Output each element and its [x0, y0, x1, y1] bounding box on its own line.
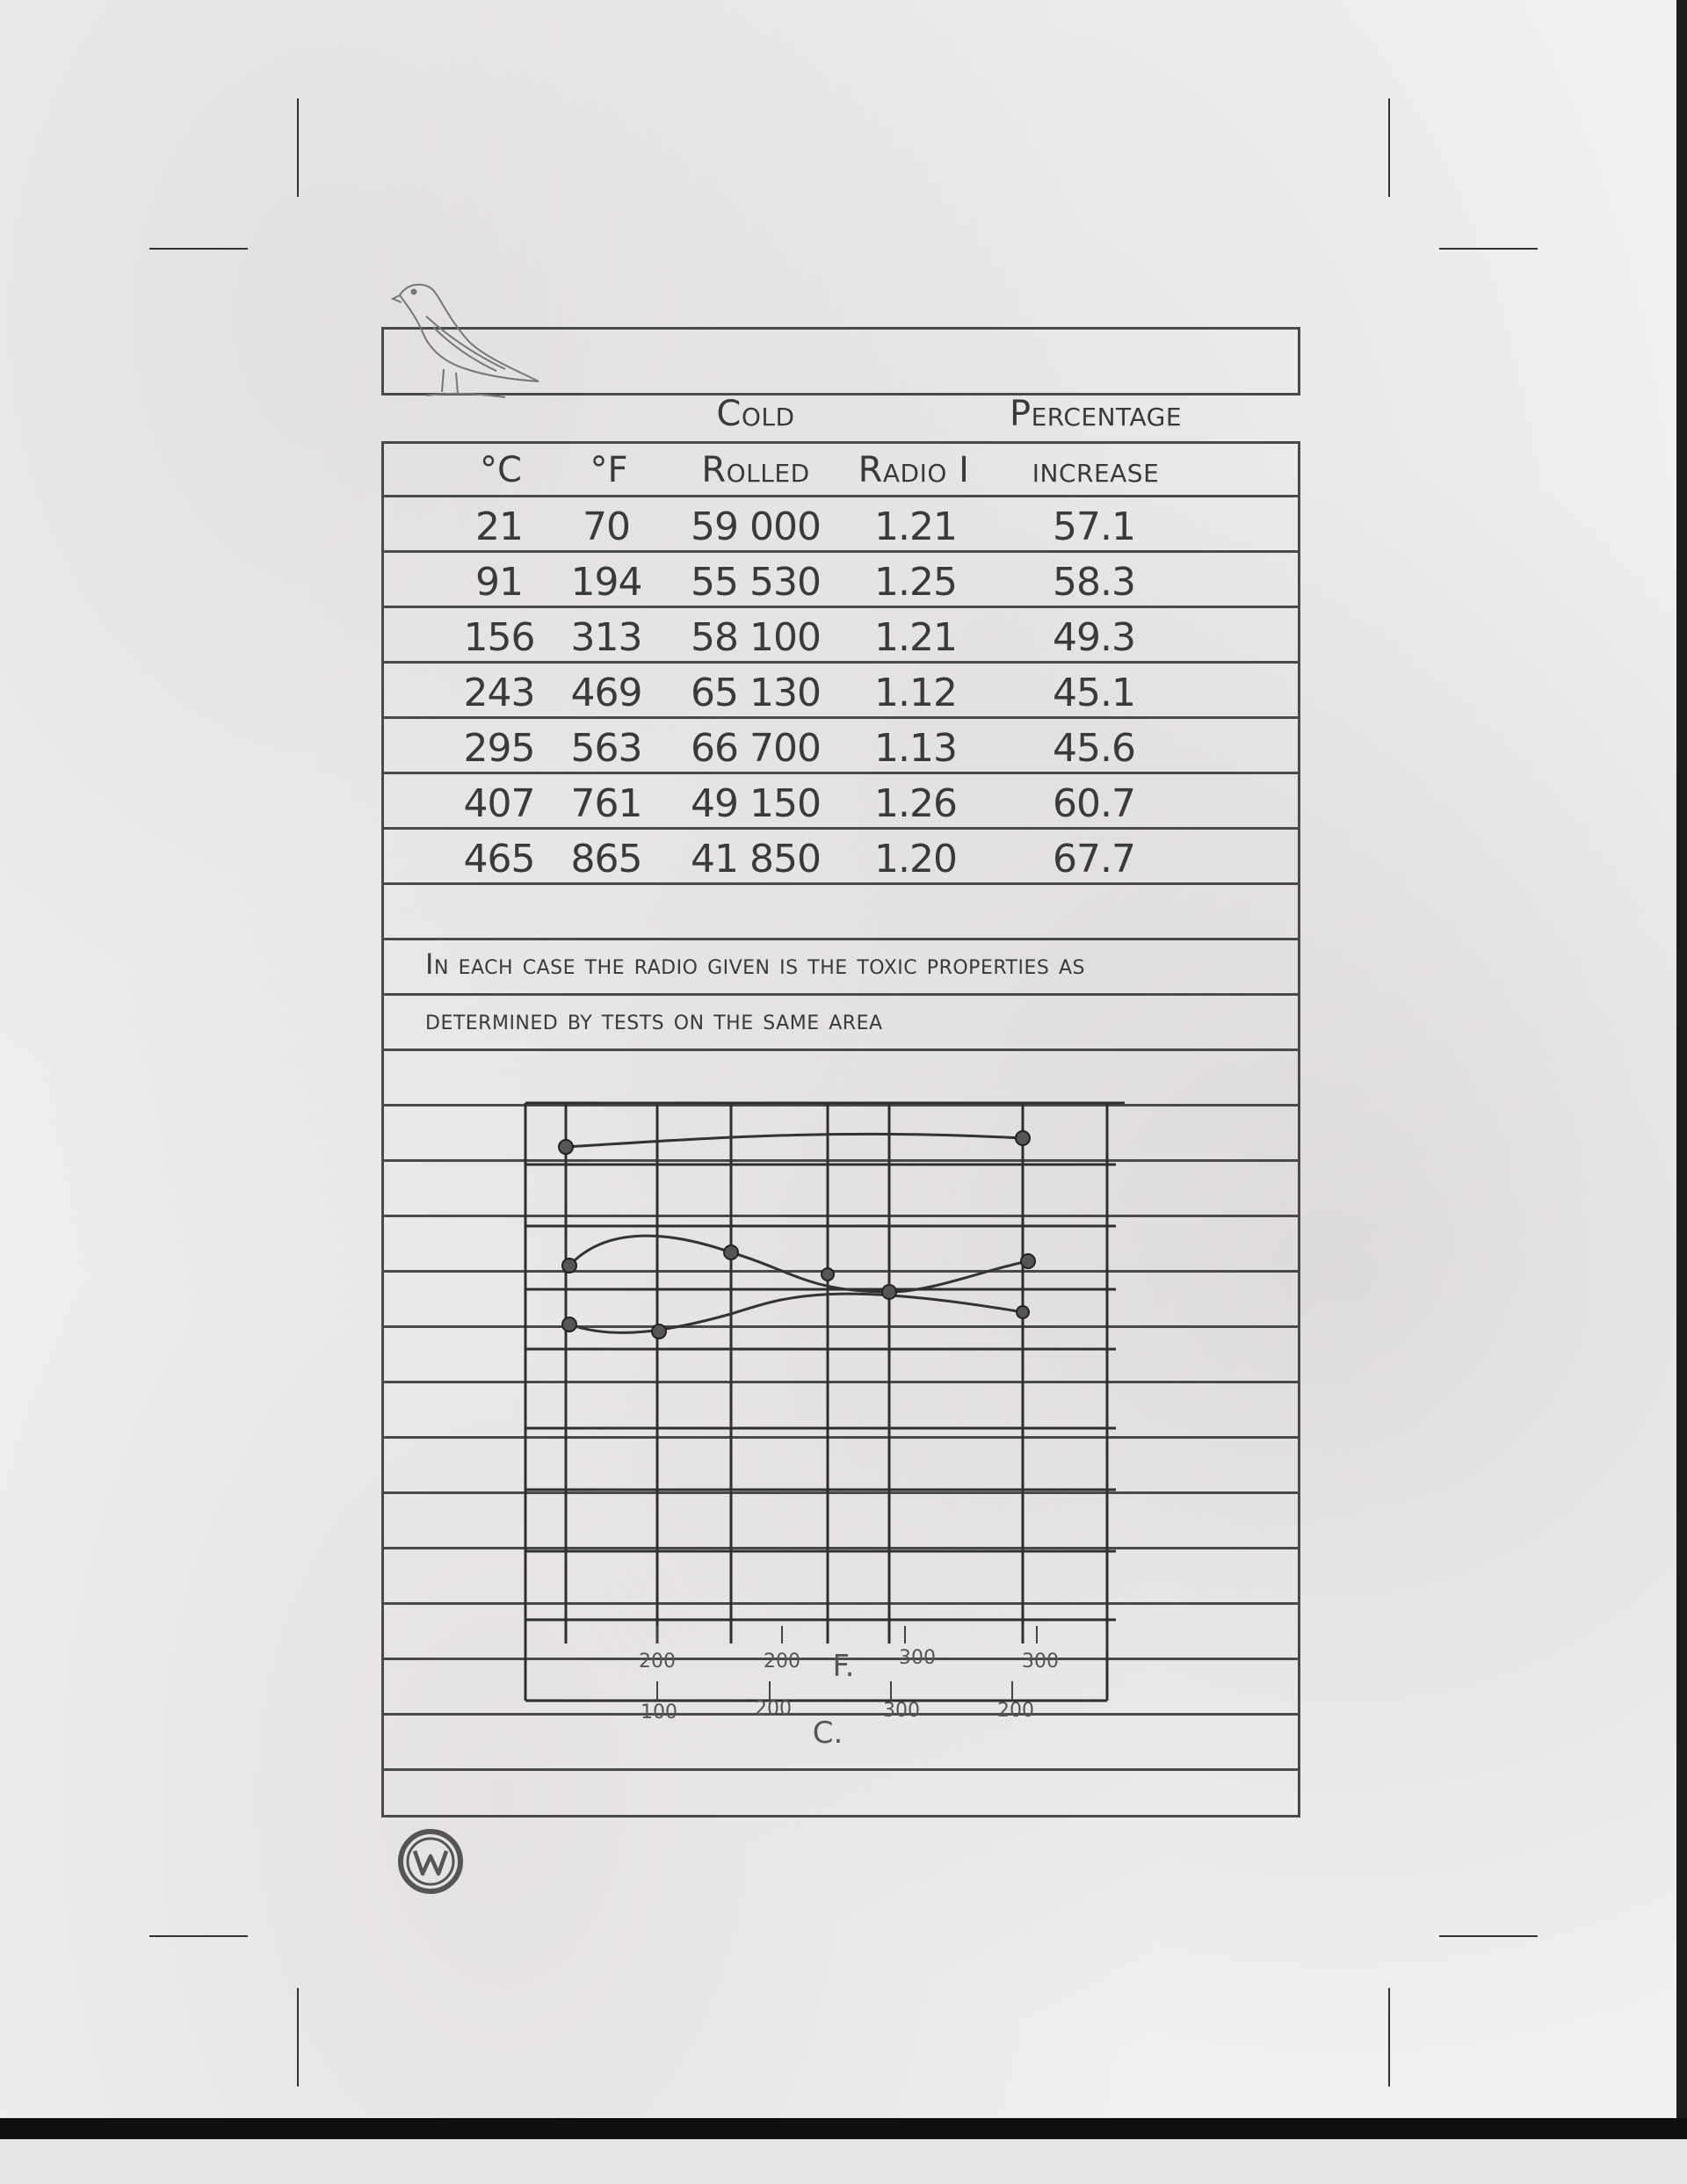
cell-celsius: 21: [475, 504, 523, 549]
cell-fahrenheit: 70: [583, 504, 630, 549]
cell-cold-rolled: 58 100: [691, 615, 821, 660]
header-radio: Radio I: [858, 450, 970, 490]
crop-mark: [297, 98, 299, 197]
bird-sketch-icon: [391, 271, 549, 403]
crop-mark: [1439, 248, 1538, 250]
cell-fahrenheit: 194: [570, 560, 642, 605]
crop-mark: [149, 248, 248, 250]
header-fahrenheit: °F: [590, 450, 628, 490]
cell-celsius: 91: [475, 560, 523, 605]
cell-cold-rolled: 49 150: [691, 781, 821, 826]
f-axis-label: F.: [832, 1649, 855, 1684]
cell-radio: 1.13: [874, 726, 957, 771]
header-celsius: °C: [480, 450, 522, 490]
sketch-graph: [510, 1094, 1125, 1745]
crop-mark: [1388, 98, 1390, 197]
f-tick-label: 300: [899, 1647, 936, 1669]
cell-celsius: 156: [463, 615, 535, 660]
w-logo-icon: [397, 1828, 464, 1895]
f-tick-label: 200: [764, 1651, 800, 1672]
cell-radio: 1.26: [874, 781, 957, 826]
cell-fahrenheit: 761: [570, 781, 642, 826]
cell-radio: 1.12: [874, 671, 957, 715]
cell-celsius: 407: [463, 781, 535, 826]
c-axis-label: C.: [812, 1716, 844, 1745]
cell-fahrenheit: 563: [570, 726, 642, 771]
cell-cold-rolled: 41 850: [691, 837, 821, 882]
crop-mark: [1388, 1988, 1390, 2086]
crop-mark: [1439, 1935, 1538, 1937]
cell-percentage: 58.3: [1053, 560, 1135, 605]
c-tick-label: 200: [997, 1700, 1034, 1722]
cell-radio: 1.20: [874, 837, 957, 882]
cell-fahrenheit: 313: [570, 615, 642, 660]
cell-percentage: 49.3: [1053, 615, 1135, 660]
cell-percentage: 67.7: [1053, 837, 1135, 882]
header-increase: increase: [1032, 450, 1160, 490]
cell-radio: 1.21: [874, 615, 957, 660]
page-bottom-strip: [0, 2139, 1687, 2184]
crop-mark: [297, 1988, 299, 2086]
header-rolled: Rolled: [701, 450, 810, 490]
sketch-points: [559, 1131, 1035, 1339]
c-tick-label: 300: [883, 1700, 920, 1722]
sketch-grid: [525, 1103, 1125, 1701]
cell-cold-rolled: 55 530: [691, 560, 821, 605]
cell-cold-rolled: 66 700: [691, 726, 821, 771]
note-line-2: determined by tests on the same area: [425, 1003, 883, 1036]
cell-radio: 1.21: [874, 504, 957, 549]
cell-percentage: 45.6: [1053, 726, 1135, 771]
c-tick-label: 100: [641, 1701, 677, 1723]
note-line-1: In each case the radio given is the toxic properties as: [425, 947, 1086, 981]
cell-celsius: 295: [463, 726, 535, 771]
cell-radio: 1.25: [874, 560, 957, 605]
cell-percentage: 57.1: [1053, 504, 1135, 549]
cell-fahrenheit: 469: [570, 671, 642, 715]
header-percentage: Percentage: [1009, 394, 1183, 434]
header-cold: Cold: [716, 394, 795, 434]
page-bottom-band: [0, 2118, 1687, 2139]
cell-celsius: 243: [463, 671, 535, 715]
f-tick-label: 200: [639, 1651, 676, 1672]
crop-mark: [149, 1935, 248, 1937]
page-edge: [1676, 0, 1687, 2127]
c-tick-label: 200: [755, 1698, 792, 1720]
cell-percentage: 60.7: [1053, 781, 1135, 826]
cell-cold-rolled: 59 000: [691, 504, 821, 549]
cell-fahrenheit: 865: [570, 837, 642, 882]
cell-celsius: 465: [463, 837, 535, 882]
cell-percentage: 45.1: [1053, 671, 1135, 715]
f-tick-label: 300: [1022, 1651, 1059, 1672]
cell-cold-rolled: 65 130: [691, 671, 821, 715]
